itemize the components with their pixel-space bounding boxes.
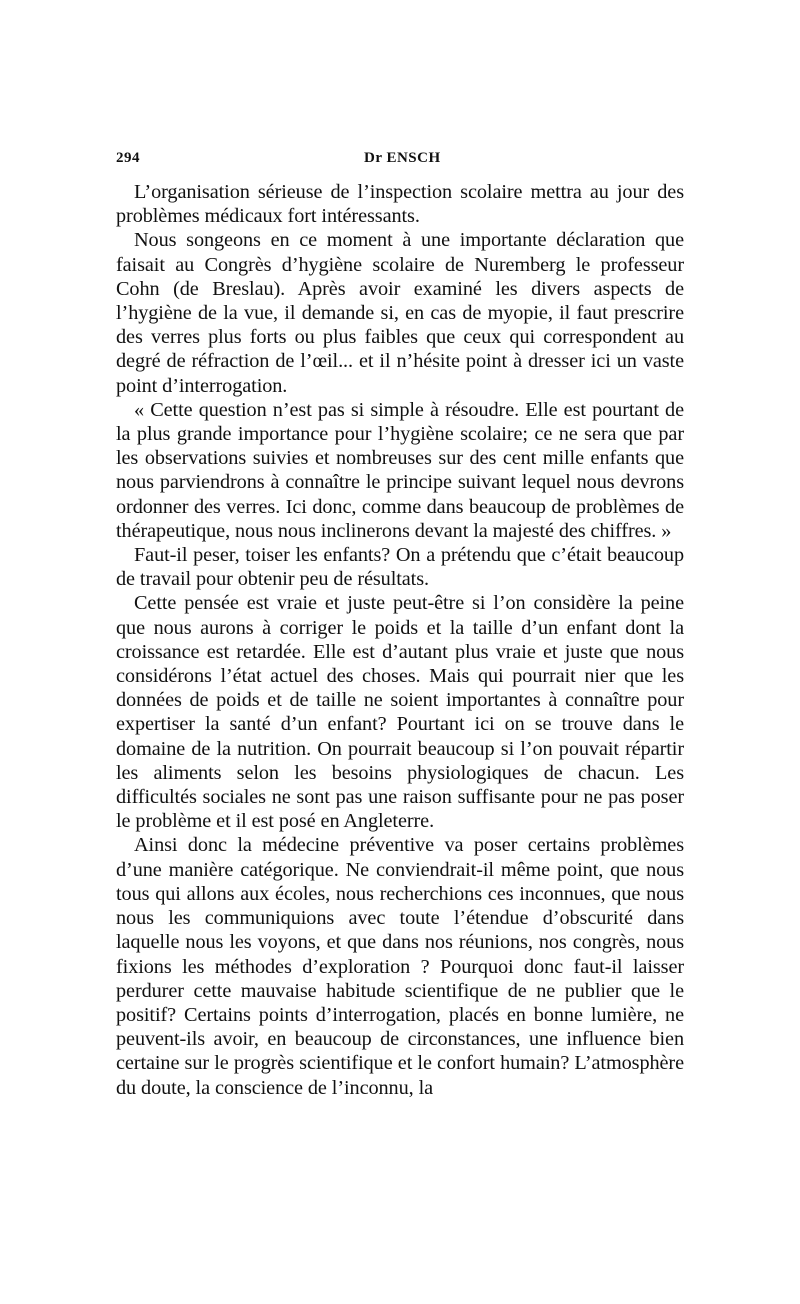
running-head bbox=[116, 150, 684, 174]
paragraph-2: Nous songeons en ce moment à une importante déclaration que faisait au Congrès d’hygiène scolaire de Nuremberg le professeur Cohn (de Breslau). Après avoir examiné les divers aspects de l’hygiène de la vue, il demande si, en cas de myopie, il faut prescrire des verres plus forts ou plus faibles que ceux qui correspondent au degré de réfraction de l’œil... et il n’hésite point à dresser ici un vaste point d’interrogation. bbox=[116, 229, 684, 397]
paragraph-5: Cette pensée est vraie et juste peut-être si l’on considère la peine que nous aurons à corriger le poids et la taille d’un enfant dont la croissance est retardée. Elle est d’autant plus vraie et juste que nous considérons l’état actuel des choses. Mais qui pourrait nier que les données de poids et de taille ne soient importantes à connaître pour expertiser la santé d’un enfant? Pourtant ici on se trouve dans le domaine de la nutrition. On pourrait beaucoup si l’on pouvait répartir les aliments selon les besoins physiologiques de chacun. Les difficultés sociales ne sont pas une raison suffisante pour ne pas poser le problème et il est posé en Angleterre. bbox=[116, 592, 684, 833]
body-text bbox=[116, 180, 684, 1100]
book-page bbox=[116, 150, 684, 1100]
paragraph-6: Ainsi donc la médecine préventive va poser certains problèmes d’une manière catégorique. Ne conviendrait-il même point, que nous tous qui allons aux écoles, nous recherchions ces inconnues, que nous nous les communiquions avec toute l’étendue d’obscurité dans laquelle nous les voyons, et que dans nos réunions, nos congrès, nous fixions les méthodes d’exploration ? Pourquoi donc faut-il laisser perdurer cette mauvaise habitude scientifique de ne publier que le positif? Certains points d’interrogation, placés en bonne lumière, ne peuvent-ils avoir, en beaucoup de circonstances, une influence bien certaine sur le progrès scientifique et le confort humain? L’atmosphère du doute, la conscience de l’inconnu, la bbox=[116, 834, 684, 1099]
running-head-author: Dr ENSCH bbox=[364, 150, 441, 166]
paragraph-4: Faut-il peser, toiser les enfants? On a prétendu que c’était beaucoup de travail pour obtenir peu de résultats. bbox=[116, 544, 684, 591]
page-number: 294 bbox=[116, 150, 140, 166]
paragraph-3: « Cette question n’est pas si simple à résoudre. Elle est pourtant de la plus grande importance pour l’hygiène scolaire; ce ne sera que par les observations suivies et nombreuses sur des cent mille enfants que nous parviendrons à connaître le principe suivant lequel nous devrons ordonner des verres. Ici donc, comme dans beaucoup de problèmes de thérapeutique, nous nous inclinerons devant la majesté des chiffres. » bbox=[116, 398, 684, 542]
paragraph-1: L’organisation sérieuse de l’inspection scolaire mettra au jour des problèmes médicaux fort intéressants. bbox=[116, 181, 684, 228]
